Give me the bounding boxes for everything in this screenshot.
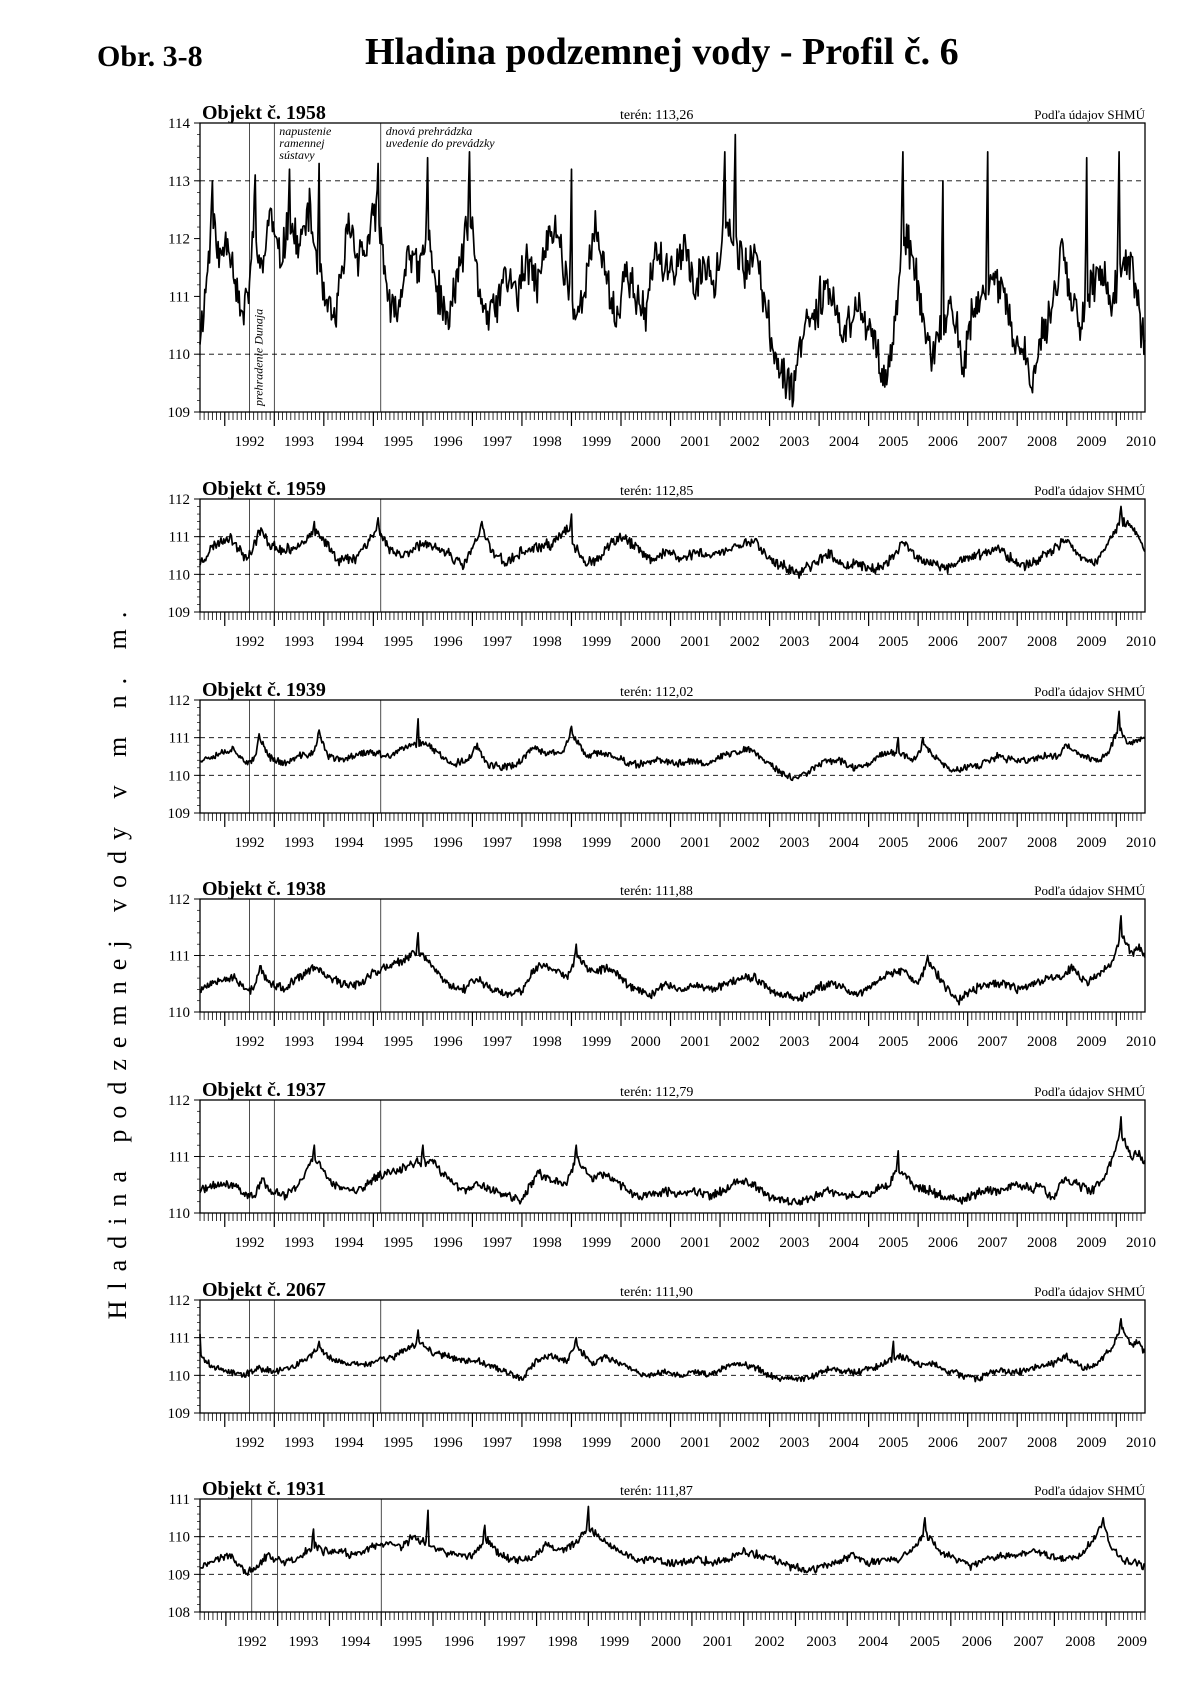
x-tick-label: 2008 <box>1026 1235 1057 1251</box>
x-tick-label: 1994 <box>333 434 364 450</box>
x-tick-label: 2001 <box>702 1634 733 1650</box>
x-tick-label: 2004 <box>828 835 859 851</box>
x-tick-label: 2002 <box>729 1034 760 1050</box>
x-tick-label: 2001 <box>680 1235 711 1251</box>
y-tick-label: 112 <box>168 1093 190 1109</box>
x-tick-label: 1995 <box>383 434 414 450</box>
chart-title: Objekt č. 1937 <box>202 1079 326 1101</box>
series-line <box>200 711 1145 780</box>
x-tick-label: 2003 <box>779 1435 810 1451</box>
chart-title: Objekt č. 1931 <box>202 1478 326 1500</box>
x-tick-label: 2002 <box>754 1634 785 1650</box>
chart-panel <box>168 679 1157 851</box>
y-tick-label: 110 <box>168 768 190 785</box>
x-tick-label: 2005 <box>909 1634 940 1650</box>
x-tick-label: 1997 <box>482 1435 513 1451</box>
y-tick-label: 111 <box>168 948 190 965</box>
y-tick-label: 112 <box>168 1293 190 1309</box>
annotation-weir: uvedenie do prevádzky <box>385 136 495 150</box>
x-tick-label: 2001 <box>680 1034 711 1050</box>
y-tick-label: 111 <box>168 1330 190 1347</box>
x-tick-label: 2000 <box>630 1034 661 1050</box>
x-tick-label: 1995 <box>383 634 414 650</box>
series-line <box>200 1507 1145 1576</box>
x-tick-label: 1999 <box>581 1235 612 1251</box>
x-tick-label: 2005 <box>878 1435 909 1451</box>
x-tick-label: 2010 <box>1126 434 1157 450</box>
x-tick-label: 2009 <box>1076 1235 1107 1251</box>
x-tick-label: 2006 <box>927 835 958 851</box>
figure-label: Obr. 3-8 <box>97 40 203 73</box>
x-tick-label: 2006 <box>927 1235 958 1251</box>
chart-title: Objekt č. 1959 <box>202 478 326 500</box>
series-line <box>200 135 1145 407</box>
x-tick-label: 1994 <box>333 1034 364 1050</box>
y-tick-label: 112 <box>168 693 190 709</box>
x-tick-label: 1997 <box>482 835 513 851</box>
chart-title: Objekt č. 1958 <box>202 102 326 124</box>
x-tick-label: 2002 <box>729 1235 760 1251</box>
x-tick-label: 2001 <box>680 434 711 450</box>
x-tick-label: 2009 <box>1076 1034 1107 1050</box>
y-tick-label: 109 <box>167 806 190 822</box>
x-tick-label: 2002 <box>729 835 760 851</box>
y-tick-label: 110 <box>168 1005 190 1021</box>
x-tick-label: 2007 <box>1013 1634 1044 1650</box>
y-tick-label: 111 <box>168 730 190 747</box>
chart-panel <box>168 1478 1148 1650</box>
x-tick-label: 2008 <box>1065 1634 1096 1650</box>
x-tick-label: 1999 <box>581 634 612 650</box>
x-tick-label: 1999 <box>581 835 612 851</box>
x-tick-label: 2008 <box>1026 434 1057 450</box>
y-tick-label: 109 <box>167 605 190 621</box>
x-tick-label: 2007 <box>977 1435 1008 1451</box>
x-tick-label: 2004 <box>828 434 859 450</box>
chart-panel <box>168 1079 1156 1251</box>
source-label: Podľa údajov SHMÚ <box>1034 684 1145 699</box>
x-tick-label: 2009 <box>1076 835 1107 851</box>
x-tick-label: 1997 <box>482 1034 513 1050</box>
y-tick-label: 113 <box>168 173 190 190</box>
x-tick-label: 1997 <box>482 1235 513 1251</box>
series-line <box>200 1117 1145 1205</box>
y-tick-label: 109 <box>167 1406 190 1422</box>
x-tick-label: 1996 <box>432 634 463 650</box>
x-tick-label: 2002 <box>729 434 760 450</box>
y-tick-label: 110 <box>168 1206 190 1222</box>
x-tick-label: 1998 <box>531 1435 562 1451</box>
x-tick-label: 2010 <box>1126 634 1157 650</box>
annotation-branch: napustenie <box>279 124 332 138</box>
x-tick-label: 2000 <box>630 1435 661 1451</box>
annotation-branch: sústavy <box>279 148 315 162</box>
x-tick-label: 2007 <box>977 835 1008 851</box>
x-tick-label: 2003 <box>779 835 810 851</box>
chart-panel <box>168 478 1157 650</box>
annotation-weir: dnová prehrádzka <box>385 124 473 138</box>
x-tick-label: 1993 <box>284 1435 315 1451</box>
source-label: Podľa údajov SHMÚ <box>1034 883 1145 898</box>
x-tick-label: 2006 <box>961 1634 992 1650</box>
x-tick-label: 2000 <box>630 1235 661 1251</box>
x-tick-label: 2004 <box>828 1235 859 1251</box>
x-tick-label: 1999 <box>581 1435 612 1451</box>
terrain-label: terén: 111,87 <box>620 1484 693 1499</box>
y-tick-label: 111 <box>168 1492 190 1508</box>
terrain-label: terén: 111,88 <box>620 884 693 899</box>
x-tick-label: 1997 <box>482 634 513 650</box>
x-tick-label: 1993 <box>284 434 315 450</box>
x-tick-label: 2006 <box>927 434 958 450</box>
x-tick-label: 1992 <box>234 1235 265 1251</box>
x-tick-label: 2010 <box>1126 1034 1157 1050</box>
series-line <box>200 507 1145 579</box>
x-tick-label: 2002 <box>729 1435 760 1451</box>
x-tick-label: 1992 <box>234 634 265 650</box>
x-tick-label: 1998 <box>531 835 562 851</box>
x-tick-label: 2004 <box>828 1034 859 1050</box>
y-tick-label: 112 <box>168 231 190 248</box>
x-tick-label: 2004 <box>828 634 859 650</box>
x-tick-label: 1998 <box>531 434 562 450</box>
chart-title: Objekt č. 1938 <box>202 878 326 900</box>
x-tick-label: 1996 <box>432 1435 463 1451</box>
x-tick-label: 2006 <box>927 1034 958 1050</box>
chart-title: Objekt č. 2067 <box>202 1279 326 1301</box>
x-tick-label: 2005 <box>878 835 909 851</box>
x-tick-label: 2003 <box>806 1634 837 1650</box>
x-tick-label: 2004 <box>828 1435 859 1451</box>
x-tick-label: 1994 <box>333 1235 364 1251</box>
x-tick-label: 2007 <box>977 634 1008 650</box>
y-tick-label: 111 <box>168 1149 190 1166</box>
x-tick-label: 1994 <box>333 634 364 650</box>
x-tick-label: 2001 <box>680 1435 711 1451</box>
x-tick-label: 2005 <box>878 1235 909 1251</box>
source-label: Podľa údajov SHMÚ <box>1034 1483 1145 1498</box>
plot-frame <box>200 1300 1145 1413</box>
series-line <box>200 916 1145 1005</box>
terrain-label: terén: 112,79 <box>620 1085 694 1100</box>
terrain-label: terén: 112,85 <box>620 484 694 499</box>
x-tick-label: 1998 <box>531 634 562 650</box>
x-tick-label: 1995 <box>383 1235 414 1251</box>
chart-panel <box>168 1279 1157 1451</box>
x-tick-label: 2006 <box>927 634 958 650</box>
x-tick-label: 2002 <box>729 634 760 650</box>
x-tick-label: 1993 <box>284 1034 315 1050</box>
x-tick-label: 2003 <box>779 1034 810 1050</box>
x-tick-label: 2003 <box>779 434 810 450</box>
x-tick-label: 2005 <box>878 634 909 650</box>
x-tick-label: 2003 <box>779 634 810 650</box>
y-tick-label: 109 <box>167 1567 190 1584</box>
x-tick-label: 2001 <box>680 634 711 650</box>
x-tick-label: 2005 <box>878 1034 909 1050</box>
chart-title: Objekt č. 1939 <box>202 679 326 701</box>
terrain-label: terén: 112,02 <box>620 685 694 700</box>
y-axis-label: Hladina podzemnej vody v m n. m. <box>103 600 132 1320</box>
terrain-label: terén: 111,90 <box>620 1285 693 1300</box>
x-tick-label: 1995 <box>392 1634 423 1650</box>
x-tick-label: 1996 <box>432 835 463 851</box>
series-line <box>200 1319 1145 1382</box>
y-tick-label: 108 <box>167 1605 190 1621</box>
x-tick-label: 2008 <box>1026 634 1057 650</box>
source-label: Podľa údajov SHMÚ <box>1034 1284 1145 1299</box>
x-tick-label: 1992 <box>234 835 265 851</box>
y-tick-label: 112 <box>168 492 190 508</box>
x-tick-label: 1993 <box>284 634 315 650</box>
x-tick-label: 1997 <box>495 1634 526 1650</box>
x-tick-label: 2010 <box>1126 835 1157 851</box>
x-tick-label: 2007 <box>977 1034 1008 1050</box>
x-tick-label: 2008 <box>1026 1435 1057 1451</box>
x-tick-label: 2010 <box>1126 1235 1157 1251</box>
source-label: Podľa údajov SHMÚ <box>1034 1084 1145 1099</box>
x-tick-label: 2001 <box>680 835 711 851</box>
y-tick-label: 110 <box>168 347 190 364</box>
x-tick-label: 2000 <box>630 634 661 650</box>
y-tick-label: 112 <box>168 892 190 908</box>
x-tick-label: 1994 <box>333 1435 364 1451</box>
x-tick-label: 1999 <box>599 1634 630 1650</box>
x-tick-label: 2000 <box>630 434 661 450</box>
source-label: Podľa údajov SHMÚ <box>1034 107 1145 122</box>
x-tick-label: 1996 <box>443 1634 474 1650</box>
x-tick-label: 2003 <box>779 1235 810 1251</box>
x-tick-label: 2006 <box>927 1435 958 1451</box>
x-tick-label: 1998 <box>531 1235 562 1251</box>
y-tick-label: 110 <box>168 1529 190 1546</box>
x-tick-label: 2007 <box>977 1235 1008 1251</box>
x-tick-label: 1993 <box>284 1235 315 1251</box>
x-tick-label: 2004 <box>858 1634 889 1650</box>
x-tick-label: 2000 <box>651 1634 682 1650</box>
x-tick-label: 1999 <box>581 1034 612 1050</box>
x-tick-label: 1992 <box>234 1034 265 1050</box>
x-tick-label: 1996 <box>432 1235 463 1251</box>
y-tick-label: 109 <box>167 405 190 421</box>
x-tick-label: 1996 <box>432 434 463 450</box>
x-tick-label: 1992 <box>236 1634 267 1650</box>
terrain-label: terén: 113,26 <box>620 108 694 123</box>
x-tick-label: 1997 <box>482 434 513 450</box>
x-tick-label: 1998 <box>547 1634 578 1650</box>
y-tick-label: 111 <box>168 529 190 546</box>
x-tick-label: 1993 <box>284 835 315 851</box>
x-tick-label: 2005 <box>878 434 909 450</box>
y-tick-label: 114 <box>168 116 190 132</box>
x-tick-label: 1995 <box>383 1435 414 1451</box>
x-tick-label: 2009 <box>1076 634 1107 650</box>
x-tick-label: 1995 <box>383 1034 414 1050</box>
annotation-branch: ramennej <box>279 136 325 150</box>
chart-panel <box>168 878 1156 1050</box>
x-tick-label: 2008 <box>1026 835 1057 851</box>
x-tick-label: 1993 <box>288 1634 319 1650</box>
x-tick-label: 2009 <box>1117 1634 1148 1650</box>
x-tick-label: 1998 <box>531 1034 562 1050</box>
x-tick-label: 1994 <box>340 1634 371 1650</box>
x-tick-label: 1999 <box>581 434 612 450</box>
page-title: Hladina podzemnej vody - Profil č. 6 <box>365 31 959 73</box>
x-tick-label: 2007 <box>977 434 1008 450</box>
x-tick-label: 2008 <box>1026 1034 1057 1050</box>
x-tick-label: 1996 <box>432 1034 463 1050</box>
x-tick-label: 2000 <box>630 835 661 851</box>
x-tick-label: 2010 <box>1126 1435 1157 1451</box>
x-tick-label: 2009 <box>1076 434 1107 450</box>
y-tick-label: 111 <box>168 289 190 306</box>
y-tick-label: 110 <box>168 567 190 584</box>
annotation-danube: prehradenie Dunaja <box>251 308 266 406</box>
x-tick-label: 1994 <box>333 835 364 851</box>
x-tick-label: 1992 <box>234 1435 265 1451</box>
x-tick-label: 1995 <box>383 835 414 851</box>
source-label: Podľa údajov SHMÚ <box>1034 483 1145 498</box>
y-tick-label: 110 <box>168 1368 190 1385</box>
x-tick-label: 2009 <box>1076 1435 1107 1451</box>
chart-panel <box>168 102 1157 450</box>
x-tick-label: 1992 <box>234 434 265 450</box>
